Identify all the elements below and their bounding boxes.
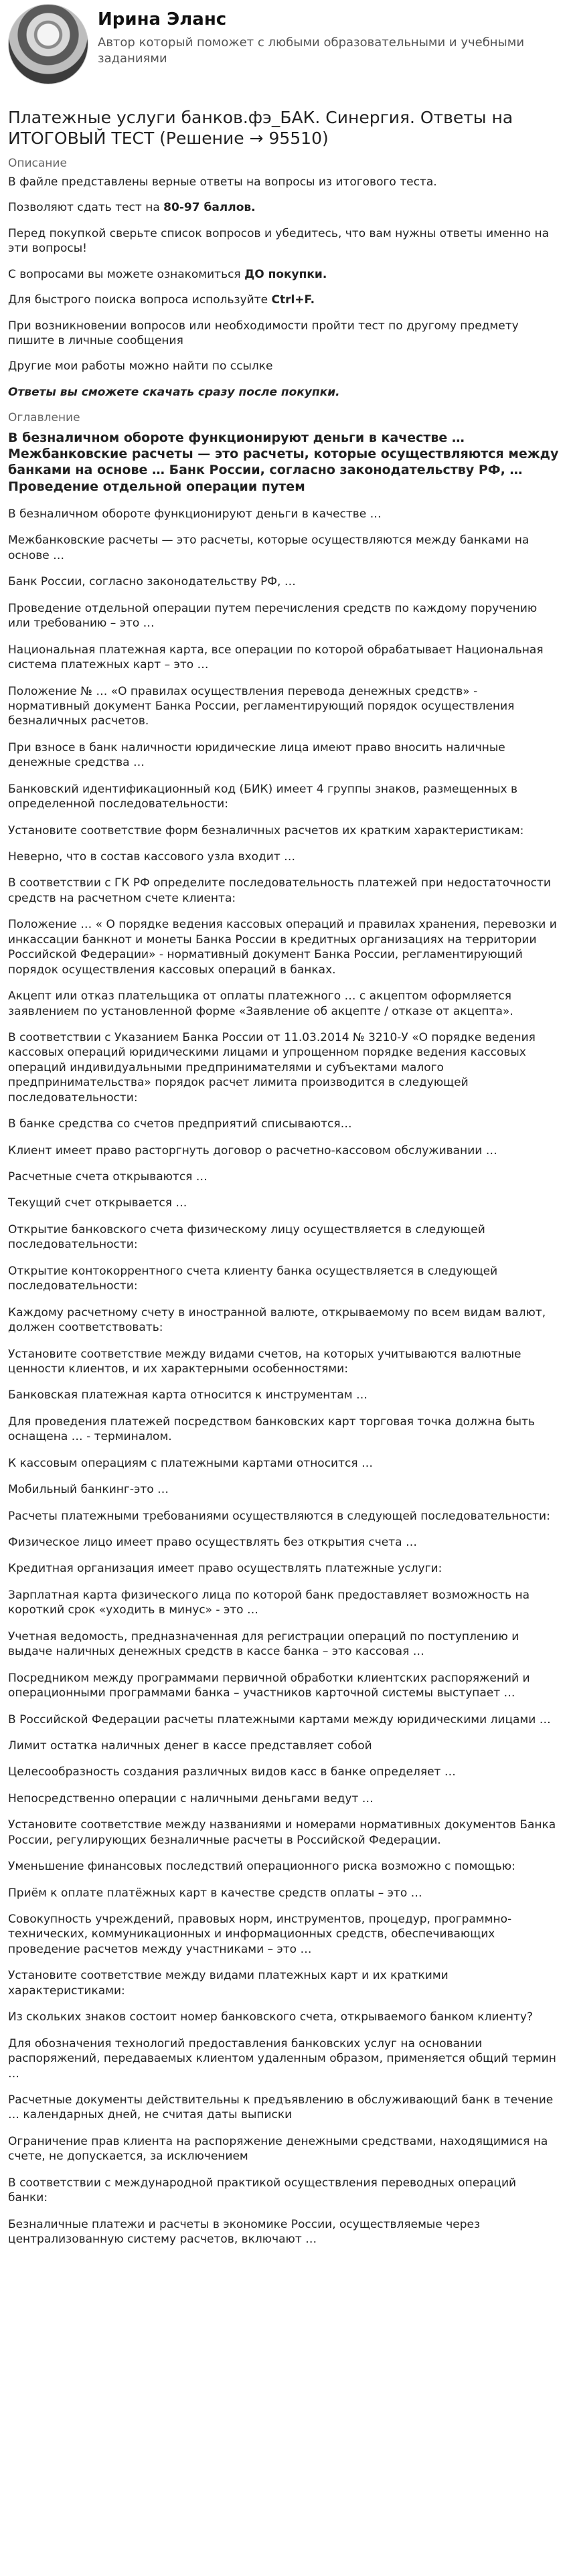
question-item: В банке средства со счетов предприятий списываются… xyxy=(8,1117,352,1131)
question-item: Положение … « О порядке ведения кассовых операций и правилах хранения, перевозки и инкассации банкнот и монеты Банка России в кредитных организациях на территории Российской Федерации» - нормативный документ Банка России, регламентирующий порядок осуществления кассовых операций в банках. xyxy=(8,918,557,977)
question-item: Национальная платежная карта, все операции по которой обрабатывает Национальная система платежных карт – это … xyxy=(8,643,544,672)
question-item: Из скольких знаков состоит номер банковского счета, открываемого банком клиенту? xyxy=(8,2010,533,2024)
question-item: Посредником между программами первичной обработки клиентских распоряжений и операционными программами банка – участников карточной системы выступает … xyxy=(8,1671,530,1700)
description-score xyxy=(8,200,559,215)
question-item: Целесообразность создания различных видов касс в банке определяет … xyxy=(8,1765,456,1779)
question-item: Банковская платежная карта относится к инструментам … xyxy=(8,1388,368,1402)
avatar[interactable] xyxy=(8,4,88,84)
question-item: Непосредственно операции с наличными деньгами ведут … xyxy=(8,1791,374,1805)
question-item: Межбанковские расчеты — это расчеты, которые осуществляются между банками на основе … xyxy=(8,534,530,562)
question-item: Для проведения платежей посредством банковских карт торговая точка должна быть оснащена … - терминалом. xyxy=(8,1415,535,1444)
author-name[interactable]: Ирина Эланс xyxy=(98,9,227,29)
toc-heading: В безналичном обороте функционируют деньги в качестве … Межбанковские расчеты — это расчеты, которые осуществляются между банками на основе … Банк России, согласно законодательству РФ, … Проведение отдельной операции путем xyxy=(8,430,559,494)
question-item: Физическое лицо имеет право осуществлять без открытия счета … xyxy=(8,1536,417,1549)
question-item: В соответствии с Указанием Банка России от 11.03.2014 № 3210-У «О порядке ведения кассовых операций юридическими лицами и упрощенном порядке ведения кассовых операций индивидуальными предпринимателями и субъектами малого предпринимательства» порядок расчет лимита производится в следующей последовательности: xyxy=(8,1030,536,1105)
question-item: Неверно, что в состав кассового узла входит … xyxy=(8,850,296,864)
question-item: В Российской Федерации расчеты платежными картами между юридическими лицами … xyxy=(8,1712,551,1726)
view-prefix: С вопросами вы можете ознакомиться xyxy=(8,267,245,281)
question-item: Совокупность учреждений, правовых норм, инструментов, процедур, программно-технических, коммуникационных и информационных средств, обеспечивающих проведение расчетов между участниками – это … xyxy=(8,1913,512,1956)
question-item: Приём к оплате платёжных карт в качестве средств оплаты – это … xyxy=(8,1886,422,1900)
question-item: Кредитная организация имеет право осуществлять платежные услуги: xyxy=(8,1562,442,1576)
question-item: Безналичные платежи и расчеты в экономике России, осуществляемые через централизованную систему расчетов, включают … xyxy=(8,2217,481,2246)
question-item: Ограничение прав клиента на распоряжение денежными средствами, находящимися на счете, не допускается, за исключением xyxy=(8,2134,548,2164)
question-item: Расчетные документы действительны к предъявлению в обслуживающий банк в течение … календарных дней, не считая даты выписки xyxy=(8,2093,554,2122)
question-item: В соответствии с международной практикой осуществления переводных операций банки: xyxy=(8,2176,517,2205)
question-item: Учетная ведомость, предназначенная для регистрации операций по поступлению и выдаче наличных денежных средств в кассе банка – это кассовая … xyxy=(8,1629,519,1659)
description-download-note: Ответы вы сможете скачать сразу после покупки. xyxy=(8,385,340,399)
question-item: При взносе в банк наличности юридические лица имеют право вносить наличные денежные средства … xyxy=(8,740,505,770)
question-item: Зарплатная карта физического лица по которой банк предоставляет возможность на короткий срок «уходить в минус» - это … xyxy=(8,1588,530,1617)
description-search xyxy=(8,293,559,307)
question-item: Каждому расчетному счету в иностранной валюте, открываемому по всем видам валют, должен соответствовать: xyxy=(8,1305,546,1335)
search-prefix: Для быстрого поиска вопроса используйте xyxy=(8,293,272,307)
question-item: Уменьшение финансовых последствий операционного риска возможно с помощью: xyxy=(8,1860,515,1874)
description-check: Перед покупкой сверьте список вопросов и убедитесь, что вам нужны ответы именно на эти вопросы! xyxy=(8,226,550,256)
search-bold: Ctrl+F. xyxy=(271,293,315,307)
question-item: Лимит остатка наличных денег в кассе представляет собой xyxy=(8,1739,372,1753)
question-item: Проведение отдельной операции путем перечисления средств по каждому поручению или требованию – это … xyxy=(8,601,538,631)
description-view xyxy=(8,267,559,282)
question-item: Текущий счет открывается … xyxy=(8,1196,187,1210)
question-item: Открытие банковского счета физическому лицу осуществляется в следующей последовательности: xyxy=(8,1222,485,1252)
description-intro: В файле представлены верные ответы на вопросы из итогового теста. xyxy=(8,175,437,189)
question-item: Установите соответствие форм безналичных расчетов их кратким характеристикам: xyxy=(8,823,524,837)
description-label: Описание xyxy=(8,156,67,170)
question-item: Акцепт или отказ плательщика от оплаты платежного … с акцептом оформляется заявлением по установленной форме «Заявление об акцепте / отказе от акцепта». xyxy=(8,989,513,1018)
question-item: Расчеты платежными требованиями осуществляются в следующей последовательности: xyxy=(8,1509,550,1523)
question-item: В соответствии с ГК РФ определите последовательность платежей при недостаточности средств на расчетном счете клиента: xyxy=(8,876,551,905)
view-bold: ДО покупки. xyxy=(244,267,327,281)
question-item: К кассовым операциям с платежными картами относится … xyxy=(8,1456,373,1470)
question-item: Установите соответствие между видами счетов, на которых учитываются валютные ценности клиентов, и их характерными особенностями: xyxy=(8,1347,521,1376)
author-info xyxy=(98,4,559,67)
score-prefix: Позволяют сдать тест на xyxy=(8,201,164,215)
toc-label: Оглавление xyxy=(8,411,80,425)
question-item: Клиент имеет право расторгнуть договор о расчетно-кассовом обслуживании … xyxy=(8,1143,497,1157)
question-item: Банк России, согласно законодательству РФ, … xyxy=(8,575,296,589)
author-card xyxy=(8,4,559,84)
description-contact: При возникновении вопросов или необходимости пройти тест по другому предмету пишите в личные сообщения xyxy=(8,319,519,347)
product-title: Платежные услуги банков.фэ_БАК. Синергия. Ответы на ИТОГОВЫЙ ТЕСТ (Решение → 95510) xyxy=(8,108,513,149)
author-description: Автор который поможет с любыми образовательными и учебными заданиями xyxy=(98,35,525,66)
question-item: Положение № … «О правилах осуществления перевода денежных средств» - нормативный документ Банка России, регламентирующий порядок осуществления безналичных расчетов. xyxy=(8,684,515,728)
question-list xyxy=(8,507,559,2247)
question-item: В безналичном обороте функционируют деньги в качестве … xyxy=(8,507,382,521)
question-item: Открытие контокоррентного счета клиенту банка осуществляется в следующей последовательности: xyxy=(8,1264,498,1293)
question-item: Установите соответствие между названиями и номерами нормативных документов Банка России, регулирующих безналичные расчеты в Российской Федерации. xyxy=(8,1818,556,1847)
question-item: Мобильный банкинг-это … xyxy=(8,1483,169,1497)
question-item: Расчетные счета открываются … xyxy=(8,1170,208,1184)
question-item: Установите соответствие между видами платежных карт и их краткими характеристиками: xyxy=(8,1969,449,1998)
question-item: Банковский идентификационный код (БИК) имеет 4 группы знаков, размещенных в определенной последовательности: xyxy=(8,782,518,811)
score-value: 80-97 баллов. xyxy=(163,201,256,215)
question-item: Для обозначения технологий предоставления банковских услуг на основании распоряжений, передаваемых клиентом удаленным образом, применяется общий термин … xyxy=(8,2036,556,2081)
description-other-works: Другие мои работы можно найти по ссылке xyxy=(8,359,273,374)
